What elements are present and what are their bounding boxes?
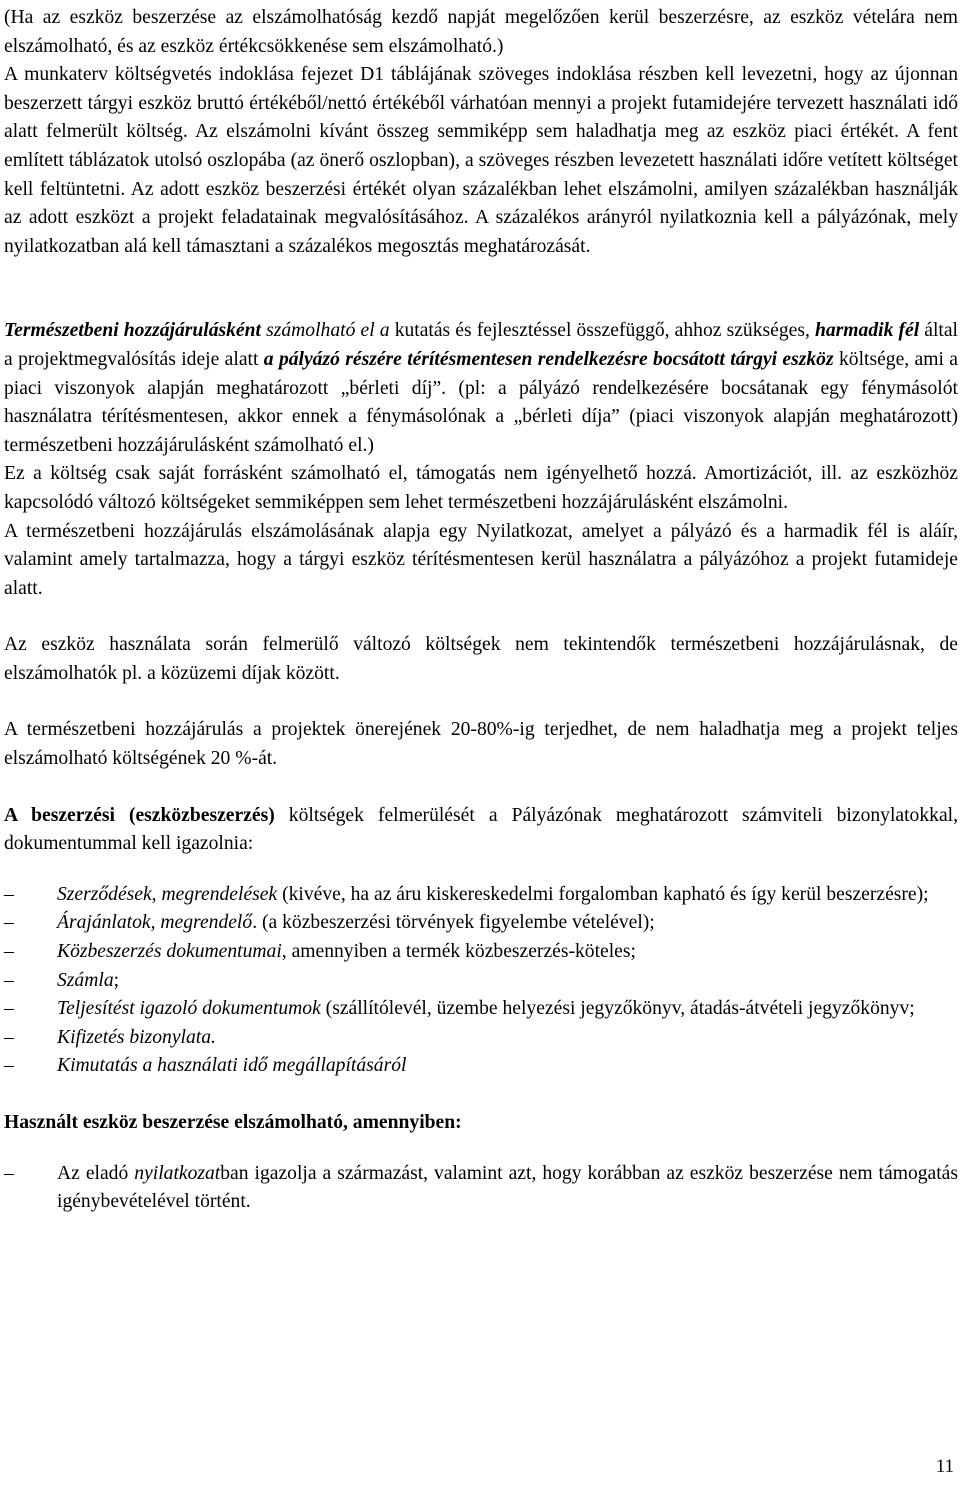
document-page: [4, 4, 958, 1217]
used-asset-list: [4, 1160, 958, 1217]
in-kind-section: [4, 317, 958, 603]
intro-paragraph-2: A munkaterv költségvetés indoklása fejezet D1 táblájának szöveges indoklása részben kell levezetni, hogy az újonnan beszerzett tárgyi eszköz bruttó értékéből/nettó értékéből várhatóan mennyi a projekt futamidejére tervezett használati idő alatt felmerült költség. Az elszámolni kívánt összeg semmiképp sem haladhatja meg az eszköz piaci értékét. A fent említett táblázatok utolsó oszlopába (az önerő oszlopban), a szöveges részben levezetett használati időre vetített költséget kell feltüntetni. Az adott eszköz beszerzési értékét olyan százalékban lehet elszámolni, amilyen százalékban használják az adott eszközt a projekt feladatainak megvalósításához. A százalékos arányról nyilatkoznia kell a pályázónak, mely nyilatkozatban alá kell támasztani a százalékos megosztás meghatározását.: [4, 64, 958, 257]
procurement-paragraph: A beszerzési (eszközbeszerzés) költségek felmerülését a Pályázónak meghatározott számviteli bizonylatokkal, dokumentummal kell igazolnia:: [4, 804, 958, 855]
limit-paragraph: A természetbeni hozzájárulás a projektek önerejének 20-80%-ig terjedhet, de nem haladhatja meg a projekt teljes elszámolható költségének 20 %-át.: [4, 719, 958, 770]
used-asset-heading: Használt eszköz beszerzése elszámolható, amennyiben:: [4, 1112, 462, 1133]
list-item: – Az eladó nyilatkozatban igazolja a származást, valamint azt, hogy korábban az eszköz beszerzése nem támogatás igénybevételével történt.: [4, 1162, 958, 1213]
in-kind-term: Természetbeni hozzájárulásként: [4, 320, 261, 342]
used-asset-section: [4, 1109, 958, 1217]
intro-section: [4, 4, 958, 261]
free-asset-term: a pályázó részére térítésmentesen rendelkezésre bocsátott tárgyi eszköz: [263, 348, 834, 370]
procurement-lead: A beszerzési (eszközbeszerzés): [4, 804, 275, 826]
in-kind-paragraph-3: A természetbeni hozzájárulás elszámolásának alapja egy Nyilatkozat, amelyet a pályázó és a harmadik fél is aláír, valamint amely tartalmazza, hogy a tárgyi eszköz térítésmentesen kerül használatra a pályázóhoz a projekt futamideje alatt.: [4, 520, 958, 599]
procurement-section: [4, 802, 958, 1081]
in-kind-paragraph: Természetbeni hozzájárulásként számolható el a kutatás és fejlesztéssel összefüggő, ahhoz szükséges, harmadik fél által a projektmegvalósítás ideje alatt a pályázó részére térítésmentesen rendelkezésre bocsátott tárgyi eszköz költsége, ami a piaci viszonyok alapján meghatározott „bérleti díj”. (pl: a pályázó rendelkezésére bocsátanak egy fénymásolót használatra térítésmentesen, akkor ennek a fénymásolónak a „bérleti díja” (piaci viszonyok alapján meghatározott) természetbeni hozzájárulásként számolható el.): [4, 320, 959, 456]
variable-costs-paragraph: Az eszköz használata során felmerülő változó költségek nem tekintendők természetbeni hozzájárulásnak, de elszámolhatók pl. a közüzemi díjak között.: [4, 634, 958, 684]
variable-costs-section: [4, 631, 958, 688]
list-item: – Kifizetés bizonylata.: [4, 1026, 216, 1048]
list-item: – Közbeszerzés dokumentumai, amennyiben a termék közbeszerzés-köteles;: [4, 941, 636, 963]
list-item: – Teljesítést igazoló dokumentumok (szállítólevél, üzembe helyezési jegyzőkönyv, átadás-átvételi jegyzőkönyv;: [4, 998, 915, 1020]
list-item: – Árajánlatok, megrendelő. (a közbeszerzési törvények figyelembe vételével);: [4, 912, 655, 934]
intro-paragraph-1: (Ha az eszköz beszerzése az elszámolhatóság kezdő napját megelőzően kerül beszerzésre, az eszköz vételára nem elszámolható, és az eszköz értékcsökkenése sem elszámolható.): [4, 7, 958, 57]
list-item: – Szerződések, megrendelések (kivéve, ha az áru kiskereskedelmi forgalomban kapható és így kerül beszerzésre);: [4, 883, 929, 905]
procurement-list: [4, 881, 958, 1081]
list-item: – Kimutatás a használati idő megállapításáról: [4, 1055, 407, 1077]
limit-section: [4, 716, 958, 773]
list-item: – Számla;: [4, 969, 120, 991]
in-kind-italic: számolható el a: [266, 320, 390, 342]
in-kind-paragraph-2: Ez a költség csak saját forrásként számolható el, támogatás nem igényelhető hozzá. Amortizációt, ill. az eszközhöz kapcsolódó változó költségeket semmiképpen sem lehet természetbeni hozzájárulásként elszámolni.: [4, 463, 958, 513]
page-number: 11: [935, 1456, 954, 1477]
third-party-term: harmadik fél: [814, 320, 920, 342]
